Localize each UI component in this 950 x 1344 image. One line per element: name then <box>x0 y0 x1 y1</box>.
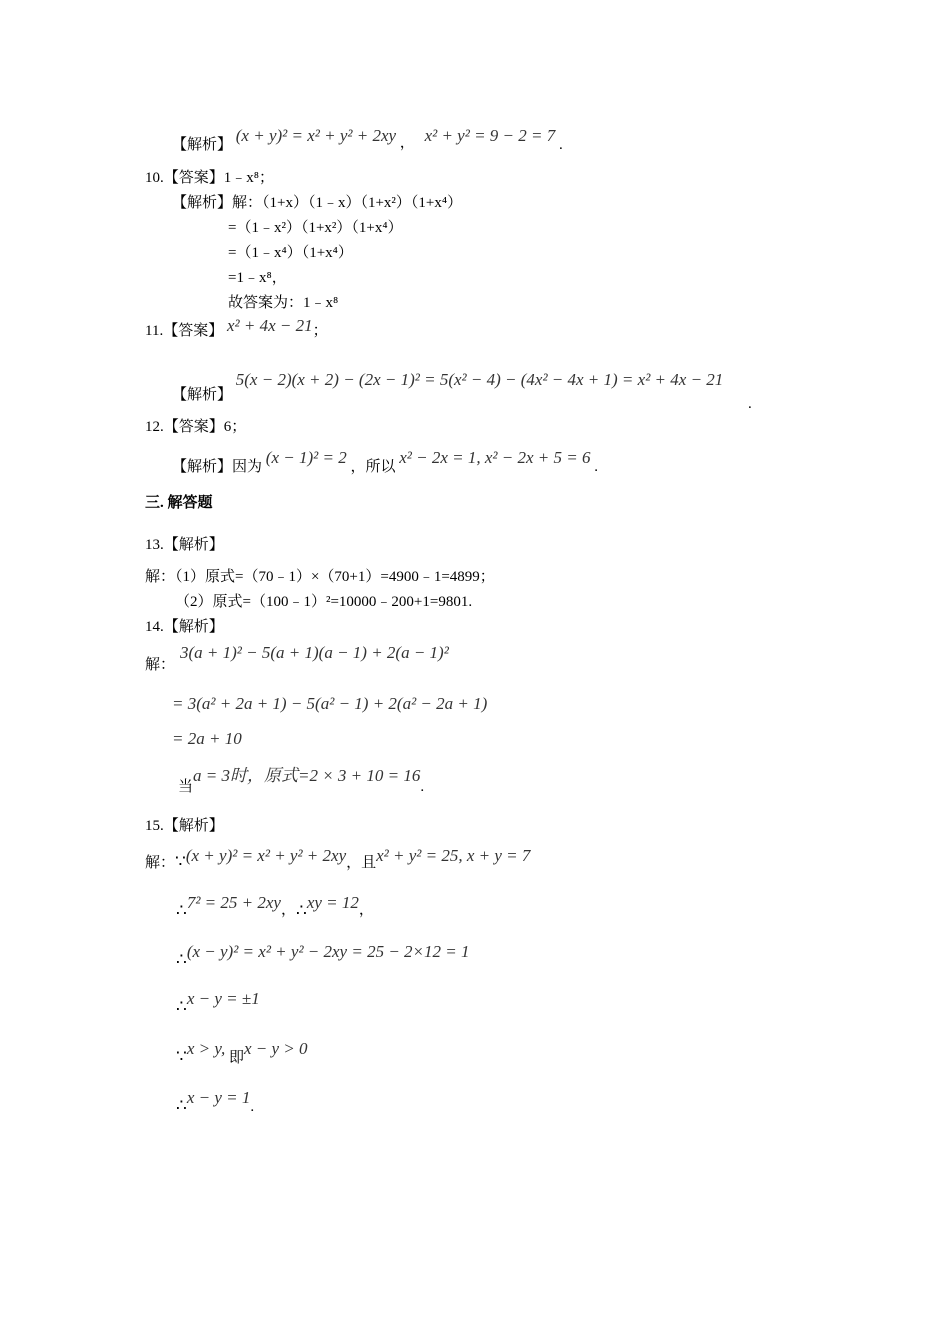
q14-formula2: = 3(a² + 2a + 1) − 5(a² − 1) + 2(a² − 2a + 1) <box>172 694 488 713</box>
therefore-symbol: ∴ <box>176 997 187 1016</box>
q14-formula3: = 2a + 10 <box>172 729 242 748</box>
q13-header <box>145 535 224 555</box>
answer-end: ； <box>312 323 328 339</box>
formula: 5(x − 2)(x + 2) − (2x − 1)² = 5(x² − 4) − (4x² − 4x + 1) = x² + 4x − 21 <box>235 370 724 389</box>
solution-line: 解：（1+x）（1﹣x）（1+x²）（1+x⁴） <box>232 195 463 211</box>
formula: x − y > 0 <box>243 1039 308 1058</box>
question-number: 15. <box>145 818 164 834</box>
q10-solution-line: =（1﹣x⁴）（1+x⁴） <box>228 245 353 261</box>
q15-step6 <box>176 1088 255 1115</box>
period: . <box>420 779 425 795</box>
section-title: 三. 解答题 <box>145 495 213 511</box>
q14-when-line <box>178 766 425 795</box>
period: . <box>558 137 563 153</box>
q14-header <box>145 617 224 637</box>
formula: 7² = 25 + 2xy <box>186 893 281 912</box>
so-text: ，所以 <box>350 459 396 475</box>
q15-step2 <box>176 893 374 920</box>
separator: ， <box>358 902 374 918</box>
q15-step4 <box>176 989 260 1016</box>
formula: x² + y² = 9 − 2 = 7 <box>424 126 556 145</box>
separator: ， <box>399 135 415 151</box>
question-number: 14. <box>145 619 164 635</box>
analysis-tag: 【解析】 <box>172 459 233 475</box>
formula: a = 3时，原式=2 × 3 + 10 = 16 <box>193 766 421 785</box>
analysis-tag: 【解析】 <box>163 818 224 834</box>
q9-analysis <box>172 126 563 153</box>
q13-line1: 解：（1）原式=（70﹣1）×（70+1）=4900﹣1=4899； <box>145 569 495 585</box>
answer: 6； <box>223 419 247 435</box>
q12-analysis <box>172 448 598 475</box>
formula: (x − y)² = x² + y² − 2xy = 25 − 2×12 = 1 <box>186 942 470 961</box>
q11-analysis <box>172 370 724 403</box>
q11-answer <box>145 316 328 341</box>
and-text: ，且 <box>346 855 377 871</box>
answer: 1﹣x⁸； <box>223 170 274 186</box>
formula: x − y = 1 <box>186 1088 251 1107</box>
because-symbol: ∵ <box>176 1047 187 1066</box>
formula: xy = 12 <box>306 893 359 912</box>
q15-step1 <box>145 846 531 871</box>
q14-jie: 解： <box>145 657 176 673</box>
therefore-symbol: ∴ <box>176 901 187 920</box>
q15-header <box>145 816 224 836</box>
q15-step5 <box>176 1039 308 1066</box>
analysis-tag: 【解析】 <box>172 387 233 403</box>
q15-step3 <box>176 942 470 969</box>
q10-solution-line: =（1﹣x²）（1+x²）（1+x⁴） <box>228 220 403 236</box>
question-number: 10. <box>145 170 164 186</box>
answer-tag: 【答案】 <box>163 170 224 186</box>
question-number: 13. <box>145 537 164 553</box>
formula: x > y, <box>186 1039 226 1058</box>
formula: x² + y² = 25, x + y = 7 <box>376 846 531 865</box>
formula: (x − 1)² = 2 <box>265 448 347 467</box>
answer-formula: x² + 4x − 21 <box>226 316 313 335</box>
answer-tag: 【答案】 <box>163 323 224 339</box>
q12-answer <box>145 417 246 437</box>
answer-tag: 【答案】 <box>163 419 224 435</box>
q10-analysis-line <box>172 193 462 213</box>
formula: (x + y)² = x² + y² + 2xy <box>185 846 347 865</box>
formula: x² − 2x = 1, x² − 2x + 5 = 6 <box>399 448 591 467</box>
formula: (x + y)² = x² + y² + 2xy <box>235 126 397 145</box>
q10-solution-line: =1﹣x⁸， <box>228 270 287 286</box>
analysis-tag: 【解析】 <box>163 619 224 635</box>
when-text: 当 <box>178 779 194 795</box>
q14-formula1: 3(a + 1)² − 5(a + 1)(a − 1) + 2(a − 1)² <box>180 643 449 662</box>
ji-text: 即 <box>228 1050 244 1066</box>
period: . <box>594 459 598 475</box>
q10-solution-line: 故答案为：1﹣x⁸ <box>228 295 339 311</box>
q13-line2: （2）原式=（100﹣1）²=10000﹣200+1=9801. <box>175 594 473 610</box>
therefore-symbol: ∴ <box>176 950 187 969</box>
because-symbol: ∵ <box>175 852 186 871</box>
period: . <box>250 1099 255 1115</box>
analysis-tag: 【解析】 <box>172 137 233 153</box>
because-text: 因为 <box>232 459 263 475</box>
analysis-tag: 【解析】 <box>163 537 224 553</box>
period: . <box>748 396 752 412</box>
analysis-tag: 【解析】 <box>172 195 233 211</box>
question-number: 12. <box>145 419 164 435</box>
formula: x − y = ±1 <box>186 989 260 1008</box>
therefore-symbol: ∴ <box>295 901 307 920</box>
jie-text: 解： <box>145 855 176 871</box>
therefore-symbol: ∴ <box>176 1096 187 1115</box>
separator: ， <box>280 902 296 918</box>
q10-answer <box>145 168 274 188</box>
question-number: 11. <box>145 323 164 339</box>
